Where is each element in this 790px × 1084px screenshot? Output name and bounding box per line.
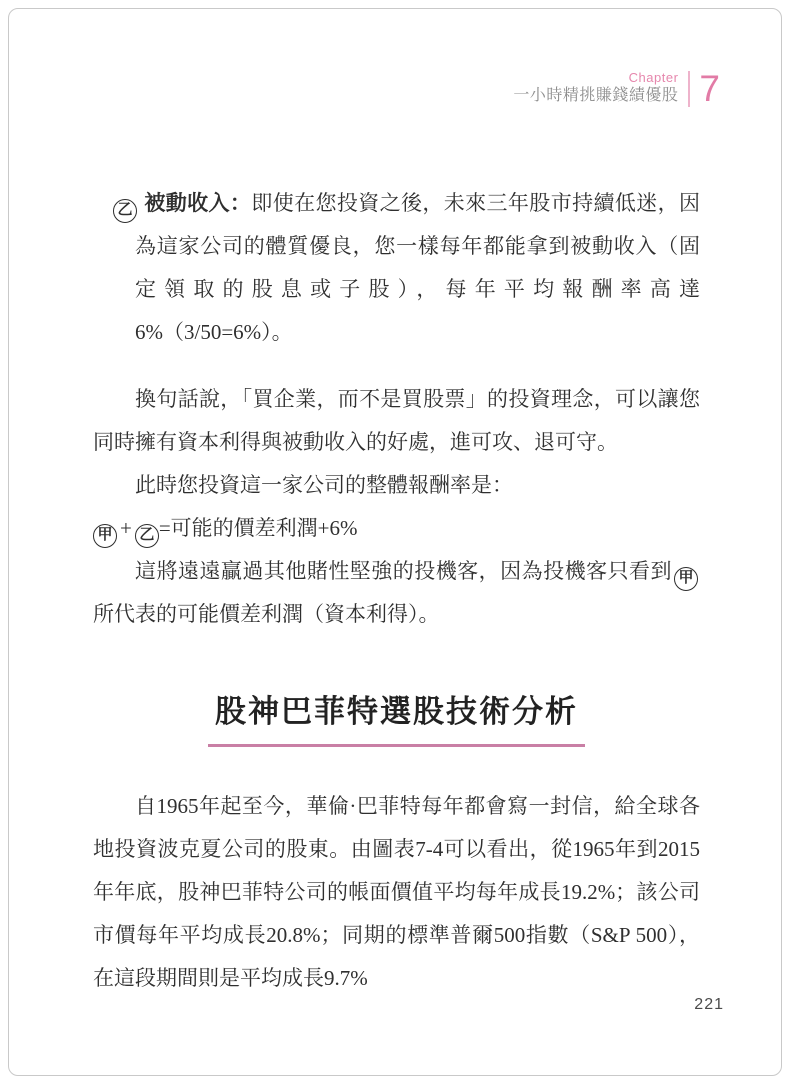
item-label: 被動收入： <box>144 192 252 215</box>
page-content <box>93 182 700 1000</box>
formula-line <box>93 507 700 550</box>
circled-marker-jia: 甲 <box>93 524 117 548</box>
paragraph-speculators <box>93 550 700 636</box>
circled-marker-jia-2: 甲 <box>674 567 698 591</box>
plus-sign: + <box>120 516 132 540</box>
paragraph-total-return: 此時您投資這一家公司的整體報酬率是： <box>135 473 513 497</box>
chapter-title: 一小時精挑賺錢績優股 <box>513 87 679 104</box>
formula-rest: =可能的價差利潤+6% <box>158 516 358 540</box>
chapter-header <box>513 70 720 107</box>
chapter-meta <box>513 70 678 107</box>
circled-marker-yi-2: 乙 <box>135 524 159 548</box>
paragraph-buy-business: 換句話說，「買企業，而不是買股票」的投資理念，可以讓您同時擁有資本利得與被動收入的好處，進可攻、退可守。 <box>93 387 700 454</box>
chapter-label: Chapter <box>628 70 679 85</box>
chapter-divider <box>688 71 690 107</box>
section-heading: 股神巴菲特選股技術分析 <box>208 689 585 747</box>
paragraph-speculators-post: 所代表的可能價差利潤（資本利得）。 <box>93 602 440 626</box>
paragraph-buffett-record: 自1965年起至今，華倫·巴菲特每年都會寫一封信，給全球各地投資波克夏公司的股東。由圖表7-4可以看出，從1965年到2015年年底，股神巴菲特公司的帳面價值平均每年成長19.2%；該公司市價每年平均成長20.8%；同期的標準普爾500指數（S&P 500），在這段期間則是平均成長9.7% <box>93 794 700 990</box>
item-text: 即使在您投資之後，未來三年股市持續低迷，因為這家公司的體質優良，您一樣每年都能拿到被動收入（固定領取的股息或子股），每年平均報酬率高達6%（3/50=6%）。 <box>135 191 701 344</box>
chapter-number: 7 <box>699 68 720 109</box>
section-heading-wrap <box>93 689 700 747</box>
circled-marker-yi: 乙 <box>113 199 137 223</box>
page-number: 221 <box>694 996 724 1013</box>
list-item-passive-income <box>93 182 700 354</box>
paragraph-speculators-pre: 這將遠遠贏過其他賭性堅強的投機客，因為投機客只看到 <box>135 559 672 583</box>
